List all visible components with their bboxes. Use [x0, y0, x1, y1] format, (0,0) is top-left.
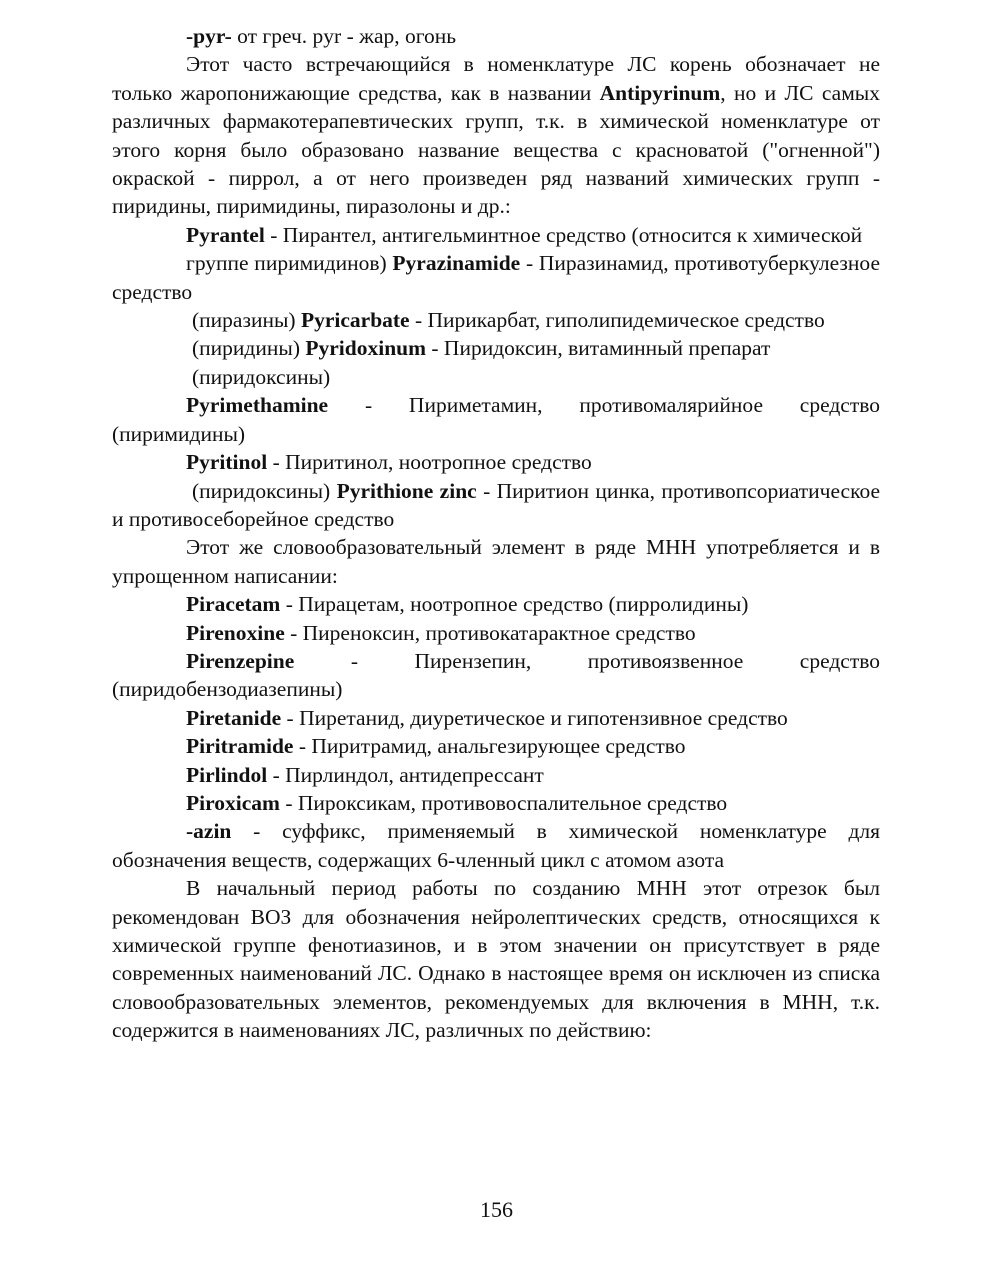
entry [112, 306, 880, 334]
root-term: -pyr- [186, 24, 232, 48]
text-span: (пиридоксины) [192, 364, 331, 389]
term: Pyrithione zinc [336, 478, 477, 503]
entry [112, 334, 880, 362]
term: Pyrimethamine [186, 393, 329, 418]
suffix-entry [112, 817, 880, 874]
term: -azin [186, 819, 232, 844]
root-definition: от греч. pyr - жар, огонь [231, 24, 457, 48]
text-span: Этот часто встречающийся в номенклатуре ЛС корень обозначает не только жаропонижающие средства, как в названии [112, 52, 880, 105]
entry [112, 221, 880, 249]
text-span: (пиразины) [192, 308, 301, 333]
text-span: - Пиритион цинка, противопсориатическое и противосеборейное средство [112, 478, 881, 531]
term: Pyrazinamide [392, 251, 521, 276]
paragraph: Этот же словообразовательный элемент в ряде МНН употребляется и в упрощенном написании: [112, 535, 880, 588]
term: Pyricarbate [300, 308, 410, 333]
entry [112, 761, 880, 789]
text-span: - Пиретанид, диуретическое и гипотензивное средство [281, 705, 788, 730]
text-span: - Пирлиндол, антидепрессант [267, 762, 544, 787]
text-span: - Пирензепин, противоязвенное средство (пиридобензодиазепины) [112, 648, 880, 702]
term: Antipyrinum [599, 80, 721, 105]
text-span: - Пирантел, антигельминтное средство (относится к химической [264, 222, 863, 247]
paragraph: В начальный период работы по созданию МНН этот отрезок был рекомендован ВОЗ для обозначения нейролептических средств, относящихся к химической группе фенотиазинов, и в этом значении он присутствует в ряде современных наименований ЛС. Однако в настоящее время он исключен из списка словообразовательных элементов, рекомендуемых для включения в МНН, т.к. содержится в наименованиях ЛС, различных по действию: [112, 876, 880, 1043]
page-body [112, 22, 880, 1045]
entry [112, 619, 880, 647]
text-span: группе пиримидинов) [186, 251, 393, 276]
term: Piroxicam [186, 790, 280, 815]
text-span: (пиридоксины) [192, 478, 337, 503]
text-span: - Пироксикам, противовоспалительное средство [279, 790, 728, 815]
text-span: - Пирацетам, ноотропное средство (пирролидины) [280, 592, 749, 617]
text-span: - Пириметамин, противомалярийное средство (пиримидины) [112, 393, 880, 446]
entry [112, 448, 880, 476]
text-span: - Пиреноксин, противокатарактное средство [284, 620, 696, 645]
term: Pirenoxine [186, 620, 285, 645]
paragraph-intro [112, 50, 880, 220]
term: Piretanide [186, 705, 282, 730]
entry [112, 704, 880, 732]
text-span: - Пиритинол, ноотропное средство [267, 450, 592, 475]
entry [112, 732, 880, 760]
term: Pyrantel [186, 222, 265, 247]
entry [112, 477, 880, 534]
page-number: 156 [480, 1197, 513, 1222]
entry-continuation [112, 363, 880, 391]
term: Pirenzepine [186, 648, 295, 673]
term: Pyritinol [186, 450, 268, 475]
text-span: , но и ЛС самых различных фармакотерапевтических групп, т.к. в химической номенклатуре от этого корня было образовано название вещества с красноватой ("огненной") окраской - пиррол, а от него произведен ряд названий химических групп - пиридины, пиримидины, пиразолоны и др.: [112, 80, 880, 219]
term: Piritramide [186, 734, 294, 759]
entry [112, 249, 880, 306]
text-span: - Пиридоксин, витаминный препарат [426, 336, 771, 361]
root-heading [112, 22, 880, 50]
term: Pyridoxinum [305, 336, 427, 361]
term: Pirlindol [186, 762, 268, 787]
entry [112, 647, 880, 704]
entry [112, 391, 880, 448]
entry [112, 789, 880, 817]
text-span: - Пиразинамид, противотуберкулезное средство [112, 251, 880, 304]
text-span: (пиридины) [192, 336, 306, 361]
text-span: - суффикс, применяемый в химической номенклатуре для обозначения веществ, содержащих 6-членный цикл с атомом азота [112, 819, 880, 872]
text-span: - Пирикарбат, гиполипидемическое средство [409, 308, 825, 333]
entry [112, 590, 880, 618]
term: Piracetam [186, 592, 281, 617]
text-span: - Пиритрамид, анальгезирующее средство [293, 734, 686, 759]
